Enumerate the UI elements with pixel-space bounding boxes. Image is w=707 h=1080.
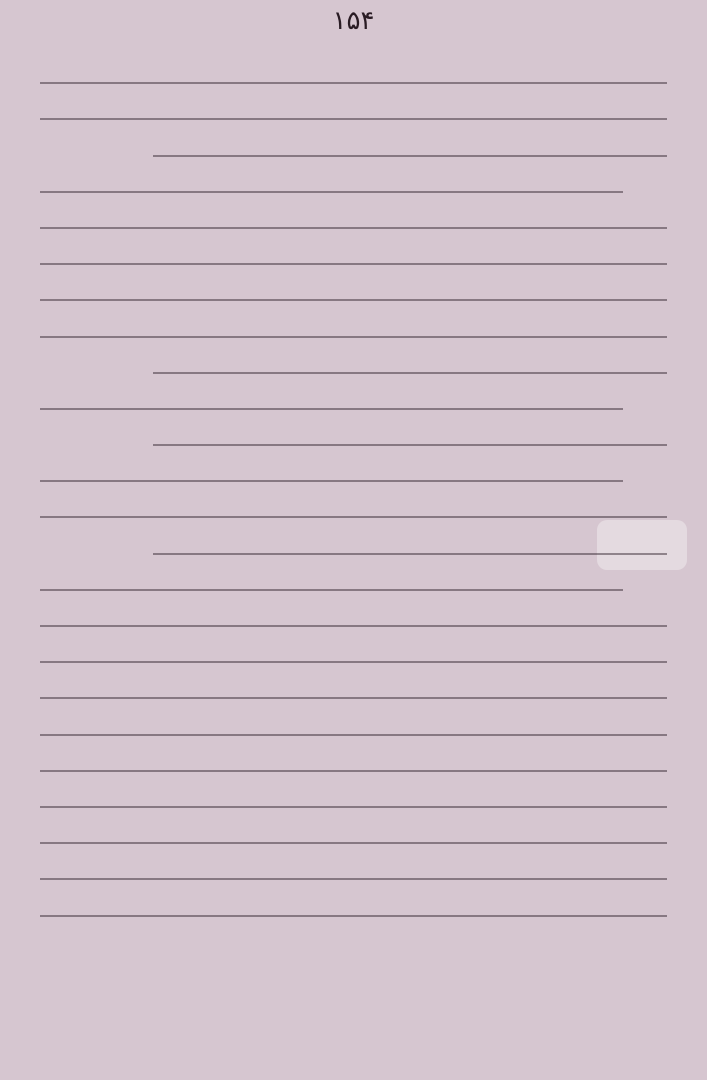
text-line: [40, 675, 667, 711]
text-line: [40, 567, 667, 603]
text-line: [40, 748, 667, 784]
text-line: [40, 639, 667, 675]
text-line: [40, 494, 667, 530]
text-line: [40, 313, 667, 349]
text-block: [40, 60, 667, 929]
text-line: [40, 132, 667, 168]
text-line: [40, 856, 667, 892]
text-line: [40, 892, 667, 928]
text-line: [40, 169, 667, 205]
text-line: [40, 241, 667, 277]
page-number: ۱۵۴: [332, 6, 375, 36]
text-line: [40, 711, 667, 747]
text-line: [40, 603, 667, 639]
text-line: [40, 386, 667, 422]
text-line: [40, 96, 667, 132]
text-line: [40, 422, 667, 458]
text-line: [40, 350, 667, 386]
text-line: [40, 530, 667, 566]
text-line: [40, 60, 667, 96]
text-line: [40, 820, 667, 856]
text-line: [40, 205, 667, 241]
text-line: [40, 458, 667, 494]
text-line: [40, 784, 667, 820]
text-line: [40, 277, 667, 313]
